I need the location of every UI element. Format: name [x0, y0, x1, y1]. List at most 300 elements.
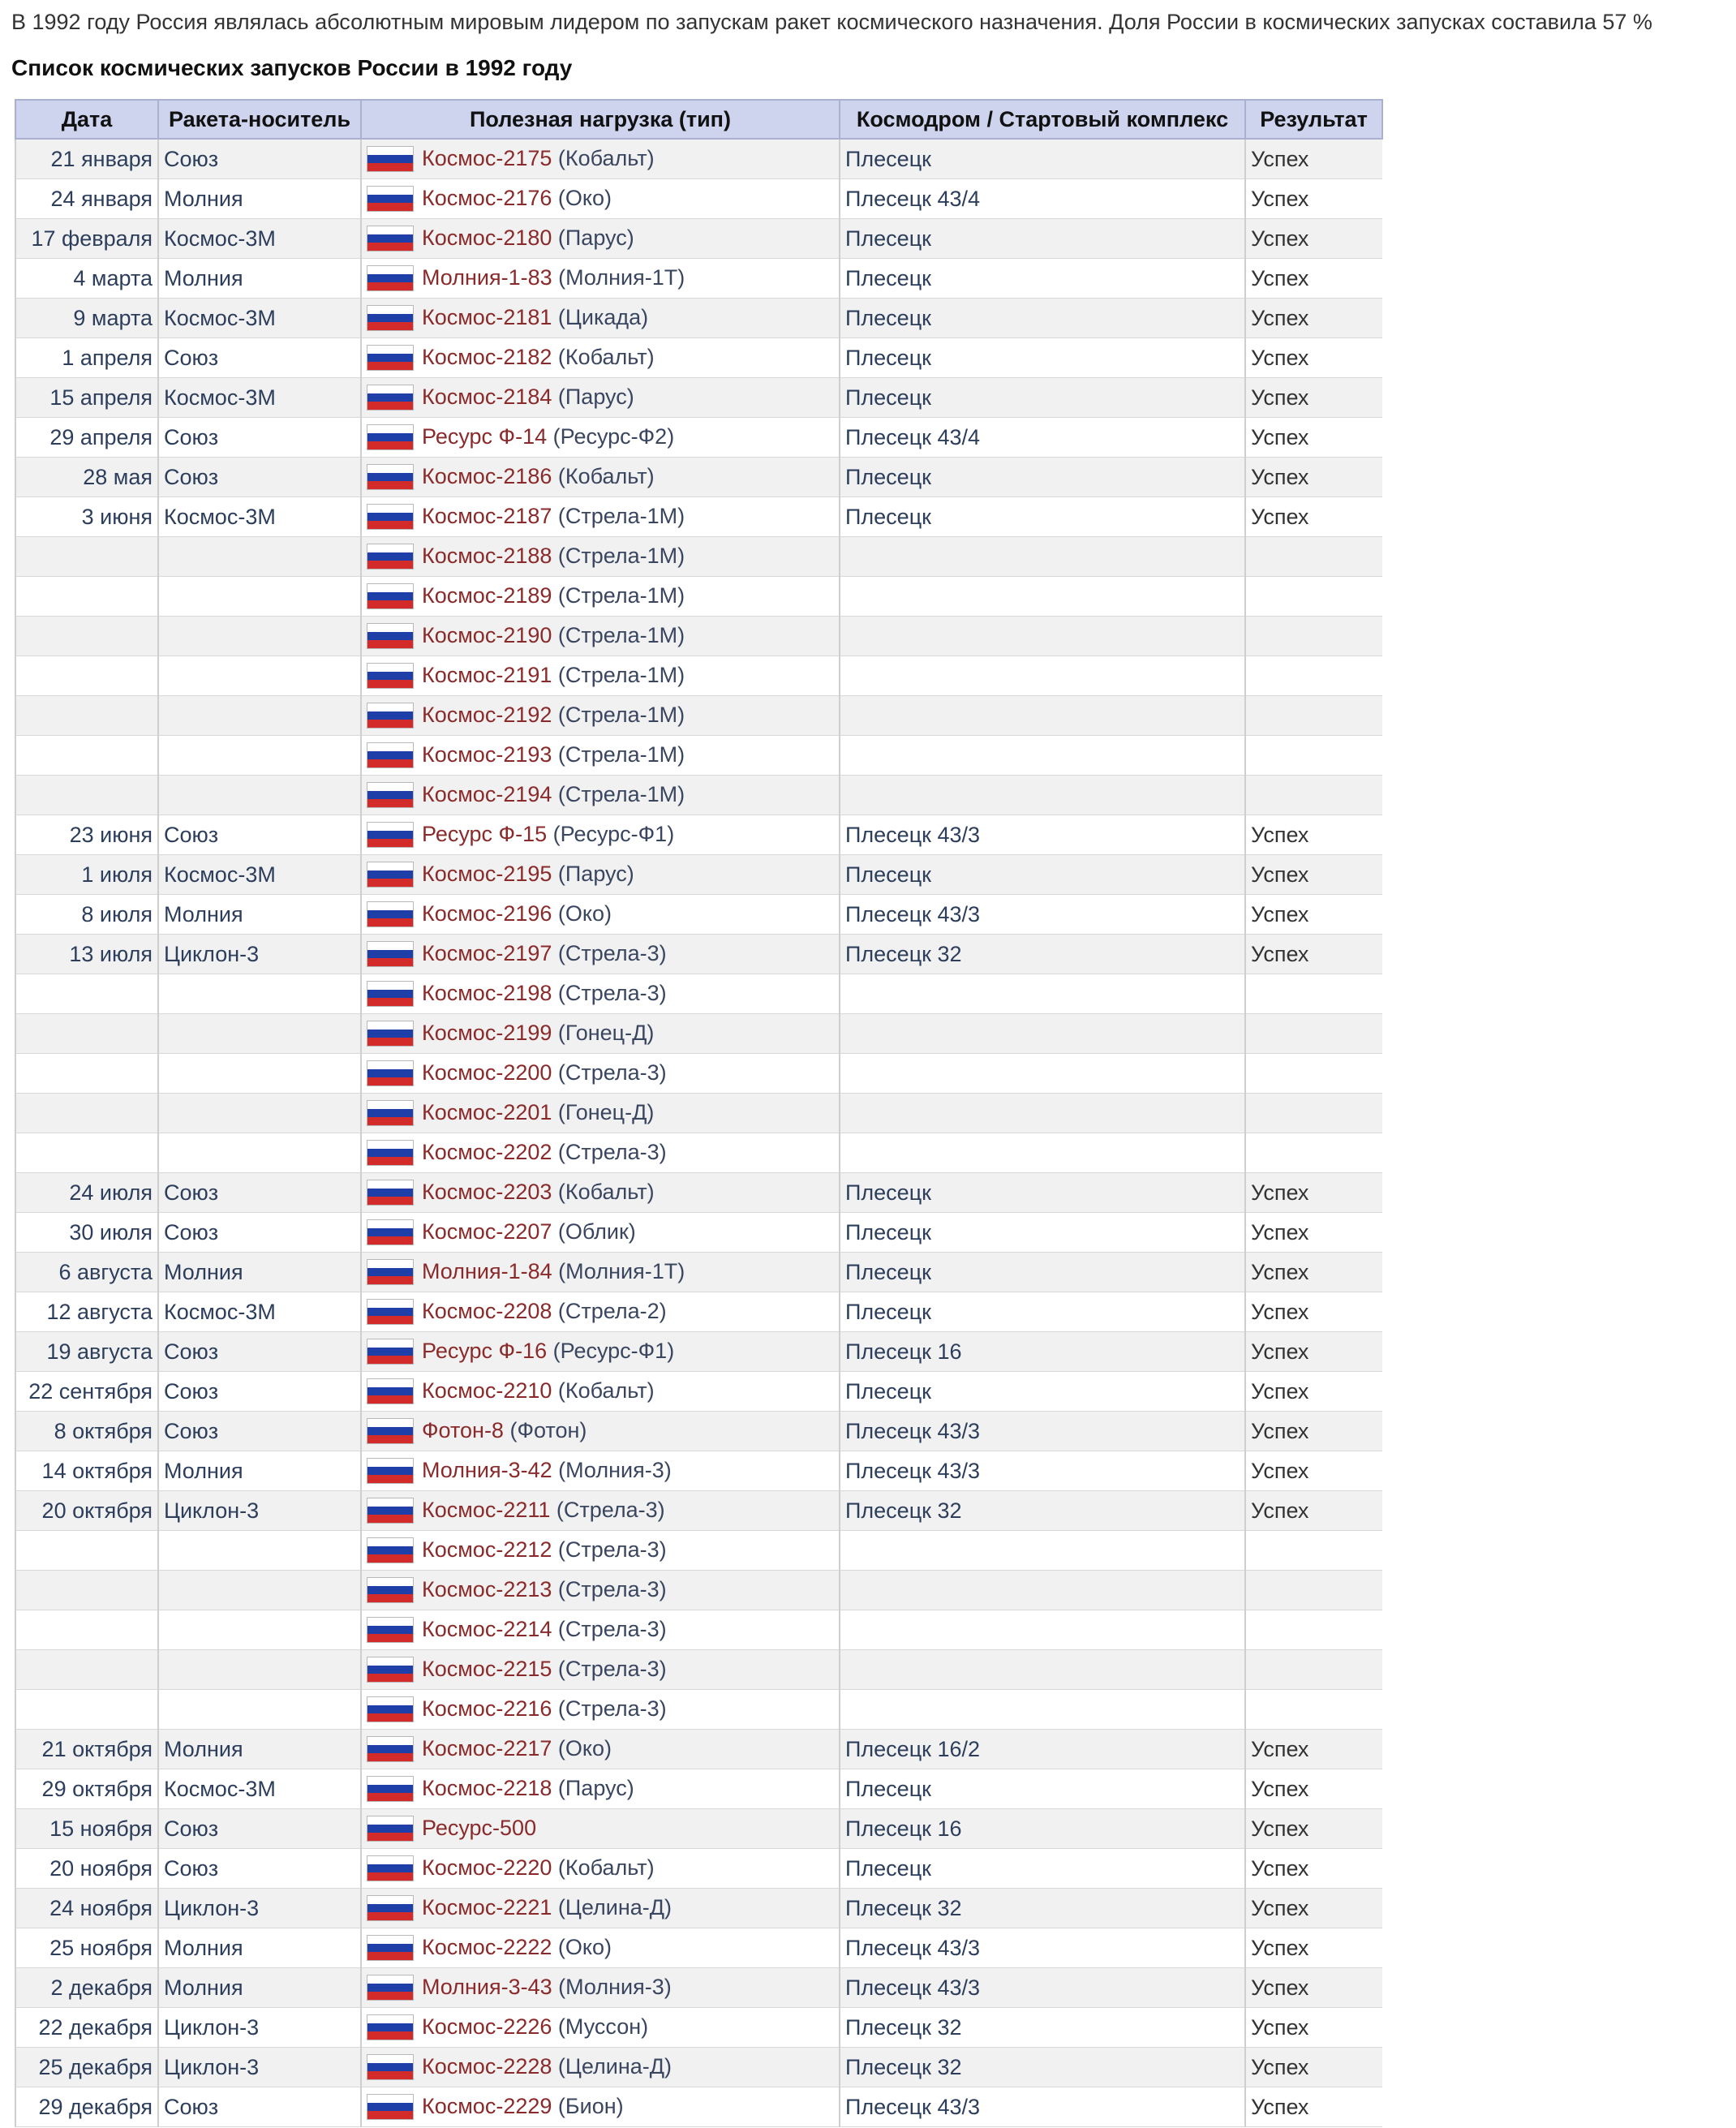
- payload-type-link[interactable]: (Молния-1Т): [558, 264, 685, 290]
- rocket-link[interactable]: [158, 1531, 361, 1571]
- launch-site-link[interactable]: [840, 736, 1245, 776]
- launch-site-link[interactable]: Плесецк 43/4: [840, 179, 1245, 219]
- rocket-link[interactable]: [158, 1610, 361, 1650]
- table-row: [15, 418, 1382, 458]
- payload-type-link[interactable]: (Парус): [557, 225, 634, 250]
- rocket-link[interactable]: Союз: [158, 1213, 361, 1253]
- payload-cell: [361, 935, 840, 974]
- russia-flag-icon: [367, 464, 414, 490]
- launch-site-link[interactable]: Плесецк: [840, 1372, 1245, 1412]
- launch-site-link[interactable]: [840, 1571, 1245, 1610]
- payload-link[interactable]: Космос-2221: [422, 1894, 552, 1919]
- rocket-link[interactable]: Молния: [158, 179, 361, 219]
- date-cell: [15, 1133, 158, 1173]
- payload-link[interactable]: Космос-2201: [422, 1099, 552, 1124]
- date-cell: 14 октября: [15, 1451, 158, 1491]
- payload-link[interactable]: Молния-1-84: [422, 1258, 552, 1283]
- launch-site-link[interactable]: [840, 537, 1245, 577]
- payload-link[interactable]: Космос-2214: [422, 1616, 552, 1641]
- payload-link[interactable]: Космос-2222: [422, 1934, 552, 1959]
- date-cell: [15, 1690, 158, 1730]
- launch-site-link[interactable]: Плесецк 16: [840, 1332, 1245, 1372]
- payload-link[interactable]: Космос-2207: [422, 1219, 552, 1244]
- rocket-link[interactable]: [158, 696, 361, 736]
- launch-site-link[interactable]: [840, 1690, 1245, 1730]
- russia-flag-icon: [367, 186, 414, 212]
- result-cell: Успех: [1245, 1292, 1382, 1332]
- russia-flag-icon: [367, 305, 414, 331]
- payload-cell: [361, 1253, 840, 1292]
- payload-type-link[interactable]: (Око): [557, 901, 612, 926]
- table-row: [15, 1928, 1382, 1968]
- payload-cell: [361, 656, 840, 696]
- date-cell: [15, 1571, 158, 1610]
- russia-flag-icon: [367, 1180, 414, 1206]
- payload-link[interactable]: Молния-1-83: [422, 264, 552, 290]
- payload-link[interactable]: Космос-2191: [422, 662, 552, 687]
- column-header-result[interactable]: Результат: [1245, 100, 1382, 139]
- rocket-link[interactable]: [158, 577, 361, 617]
- column-header-payload[interactable]: Полезная нагрузка (тип): [361, 100, 840, 139]
- russia-flag-icon: [367, 742, 414, 768]
- payload-link[interactable]: Космос-2217: [422, 1735, 552, 1760]
- payload-type-link[interactable]: (Гонец-Д): [557, 1020, 655, 1045]
- payload-type-link[interactable]: (Молния-3): [558, 1974, 672, 1999]
- date-cell: [15, 974, 158, 1014]
- payload-cell: [361, 1571, 840, 1610]
- payload-link[interactable]: Космос-2216: [422, 1696, 552, 1721]
- payload-type-link[interactable]: (Стрела-1М): [557, 702, 685, 727]
- table-row: [15, 974, 1382, 1014]
- launch-site-link[interactable]: Плесецк 32: [840, 1491, 1245, 1531]
- payload-link[interactable]: Молния-3-42: [422, 1457, 552, 1482]
- launch-site-link[interactable]: Плесецк: [840, 259, 1245, 299]
- payload-type-link[interactable]: (Стрела-1М): [557, 583, 685, 608]
- launch-site-link[interactable]: [840, 1650, 1245, 1690]
- date-cell: 17 февраля: [15, 219, 158, 259]
- rocket-link[interactable]: [158, 537, 361, 577]
- payload-link[interactable]: Космос-2195: [422, 861, 552, 886]
- launch-site-link[interactable]: Плесецк 43/3: [840, 1968, 1245, 2008]
- result-cell: [1245, 1531, 1382, 1571]
- launch-site-link[interactable]: Плесецк 43/3: [840, 895, 1245, 935]
- launch-site-link[interactable]: Плесецк 16: [840, 1809, 1245, 1849]
- table-row: [15, 1531, 1382, 1571]
- table-row: [15, 1292, 1382, 1332]
- launch-site-link[interactable]: Плесецк 32: [840, 935, 1245, 974]
- rocket-link[interactable]: [158, 656, 361, 696]
- table-row: [15, 577, 1382, 617]
- rocket-link[interactable]: Циклон-3: [158, 2008, 361, 2048]
- payload-type-link[interactable]: (Целина-Д): [557, 2053, 672, 2079]
- rocket-link[interactable]: Союз: [158, 1849, 361, 1889]
- payload-link[interactable]: Космос-2182: [422, 344, 552, 369]
- payload-cell: [361, 179, 840, 219]
- russia-flag-icon: [367, 504, 414, 530]
- payload-type-link[interactable]: (Бион): [557, 2093, 624, 2118]
- payload-type-link[interactable]: (Ресурс-Ф1): [552, 821, 675, 846]
- date-cell: 2 декабря: [15, 1968, 158, 2008]
- date-cell: 15 апреля: [15, 378, 158, 418]
- payload-cell: [361, 1849, 840, 1889]
- launch-table: [15, 99, 1383, 2127]
- payload-cell: [361, 219, 840, 259]
- column-header-date[interactable]: Дата: [15, 100, 158, 139]
- russia-flag-icon: [367, 1617, 414, 1643]
- rocket-link[interactable]: Космос-3М: [158, 1769, 361, 1809]
- date-cell: 25 ноября: [15, 1928, 158, 1968]
- launch-site-link[interactable]: [840, 1054, 1245, 1094]
- payload-link[interactable]: Космос-2176: [422, 185, 552, 210]
- payload-type-link[interactable]: (Око): [557, 1934, 612, 1959]
- launch-site-link[interactable]: [840, 974, 1245, 1014]
- russia-flag-icon: [367, 1339, 414, 1365]
- launch-site-link[interactable]: Плесецк: [840, 1849, 1245, 1889]
- launch-site-link[interactable]: Плесецк 43/3: [840, 2087, 1245, 2127]
- payload-link[interactable]: Космос-2181: [422, 304, 552, 329]
- rocket-link[interactable]: [158, 1571, 361, 1610]
- payload-type-link[interactable]: (Стрела-1М): [557, 742, 685, 767]
- launch-site-link[interactable]: Плесецк 43/4: [840, 418, 1245, 458]
- payload-link[interactable]: Космос-2175: [422, 145, 552, 170]
- payload-type-link[interactable]: (Стрела-3): [557, 1616, 667, 1641]
- rocket-link[interactable]: [158, 776, 361, 815]
- launch-site-link[interactable]: Плесецк: [840, 1213, 1245, 1253]
- payload-type-link[interactable]: (Стрела-3): [557, 1656, 667, 1681]
- result-cell: Успех: [1245, 179, 1382, 219]
- result-cell: Успех: [1245, 418, 1382, 458]
- payload-link[interactable]: Космос-2200: [422, 1060, 552, 1085]
- result-cell: [1245, 1094, 1382, 1133]
- result-cell: Успех: [1245, 1809, 1382, 1849]
- launch-site-link[interactable]: Плесецк 32: [840, 2008, 1245, 2048]
- date-cell: 28 мая: [15, 458, 158, 497]
- result-cell: Успех: [1245, 1769, 1382, 1809]
- russia-flag-icon: [367, 1418, 414, 1444]
- rocket-link[interactable]: Союз: [158, 338, 361, 378]
- launch-site-link[interactable]: Плесецк 16/2: [840, 1730, 1245, 1769]
- payload-link[interactable]: Космос-2192: [422, 702, 552, 727]
- table-row: [15, 179, 1382, 219]
- rocket-link[interactable]: Союз: [158, 1173, 361, 1213]
- payload-type-link[interactable]: (Парус): [557, 861, 634, 886]
- rocket-link[interactable]: Циклон-3: [158, 2048, 361, 2087]
- payload-link[interactable]: Космос-2180: [422, 225, 552, 250]
- rocket-link[interactable]: [158, 1054, 361, 1094]
- table-row: [15, 617, 1382, 656]
- payload-type-link[interactable]: (Муссон): [557, 2014, 649, 2039]
- payload-type-link[interactable]: (Стрела-3): [556, 1497, 665, 1522]
- date-cell: 22 сентября: [15, 1372, 158, 1412]
- table-row: [15, 1372, 1382, 1412]
- payload-cell: [361, 1094, 840, 1133]
- payload-link[interactable]: Космос-2226: [422, 2014, 552, 2039]
- payload-link[interactable]: Фотон-8: [422, 1417, 504, 1442]
- russia-flag-icon: [367, 1060, 414, 1086]
- result-cell: Успех: [1245, 259, 1382, 299]
- rocket-link[interactable]: [158, 1094, 361, 1133]
- payload-type-link[interactable]: (Стрела-1М): [557, 543, 685, 568]
- payload-link[interactable]: Космос-2186: [422, 463, 552, 488]
- payload-type-link[interactable]: (Око): [557, 1735, 612, 1760]
- table-row: [15, 1173, 1382, 1213]
- launch-site-link[interactable]: Плесецк: [840, 1769, 1245, 1809]
- payload-cell: [361, 895, 840, 935]
- payload-link[interactable]: Космос-2210: [422, 1378, 552, 1403]
- date-cell: [15, 696, 158, 736]
- payload-type-link[interactable]: (Парус): [557, 1775, 634, 1800]
- date-cell: 22 декабря: [15, 2008, 158, 2048]
- russia-flag-icon: [367, 1975, 414, 2001]
- table-row: [15, 1889, 1382, 1928]
- rocket-link[interactable]: Молния: [158, 1253, 361, 1292]
- payload-link[interactable]: Космос-2188: [422, 543, 552, 568]
- date-cell: [15, 776, 158, 815]
- payload-link[interactable]: Космос-2196: [422, 901, 552, 926]
- payload-link[interactable]: Космос-2197: [422, 940, 552, 965]
- result-cell: Успех: [1245, 2087, 1382, 2127]
- payload-type-link[interactable]: (Око): [557, 185, 612, 210]
- payload-cell: [361, 1412, 840, 1451]
- result-cell: Успех: [1245, 1849, 1382, 1889]
- payload-type-link[interactable]: (Кобальт): [557, 463, 655, 488]
- rocket-link[interactable]: Космос-3М: [158, 219, 361, 259]
- russia-flag-icon: [367, 345, 414, 371]
- launch-site-link[interactable]: Плесецк: [840, 338, 1245, 378]
- payload-cell: [361, 1690, 840, 1730]
- rocket-link[interactable]: Союз: [158, 418, 361, 458]
- payload-cell: [361, 1769, 840, 1809]
- date-cell: 23 июня: [15, 815, 158, 855]
- rocket-link[interactable]: [158, 974, 361, 1014]
- payload-cell: [361, 855, 840, 895]
- payload-link[interactable]: Космос-2218: [422, 1775, 552, 1800]
- payload-link[interactable]: Космос-2187: [422, 503, 552, 528]
- rocket-link[interactable]: Космос-3М: [158, 299, 361, 338]
- result-cell: Успех: [1245, 895, 1382, 935]
- payload-type-link[interactable]: (Фотон): [509, 1417, 587, 1442]
- rocket-link[interactable]: Молния: [158, 1968, 361, 2008]
- payload-link[interactable]: Ресурс Ф-16: [422, 1338, 548, 1363]
- payload-type-link[interactable]: (Стрела-3): [557, 1060, 667, 1085]
- result-cell: Успех: [1245, 139, 1382, 179]
- column-header-launch-site[interactable]: Космодром / Стартовый комплекс: [840, 100, 1245, 139]
- result-cell: Успех: [1245, 855, 1382, 895]
- payload-link[interactable]: Космос-2193: [422, 742, 552, 767]
- rocket-link[interactable]: [158, 1690, 361, 1730]
- result-cell: Успех: [1245, 1491, 1382, 1531]
- rocket-link[interactable]: Молния: [158, 895, 361, 935]
- rocket-link[interactable]: Союз: [158, 1332, 361, 1372]
- rocket-link[interactable]: Союз: [158, 1372, 361, 1412]
- column-header-rocket[interactable]: Ракета-носитель: [158, 100, 361, 139]
- payload-type-link[interactable]: (Гонец-Д): [557, 1099, 655, 1124]
- payload-link[interactable]: Космос-2213: [422, 1576, 552, 1601]
- rocket-link[interactable]: Союз: [158, 139, 361, 179]
- launch-site-link[interactable]: [840, 1610, 1245, 1650]
- payload-type-link[interactable]: (Молния-1Т): [558, 1258, 685, 1283]
- payload-cell: [361, 537, 840, 577]
- payload-link[interactable]: Космос-2208: [422, 1298, 552, 1323]
- payload-type-link[interactable]: (Стрела-1М): [557, 503, 685, 528]
- date-cell: 12 августа: [15, 1292, 158, 1332]
- payload-link[interactable]: Космос-2194: [422, 781, 552, 806]
- payload-link[interactable]: Космос-2198: [422, 980, 552, 1005]
- launch-site-link[interactable]: Плесецк: [840, 299, 1245, 338]
- rocket-link[interactable]: [158, 1014, 361, 1054]
- table-row: [15, 458, 1382, 497]
- rocket-link[interactable]: Циклон-3: [158, 1889, 361, 1928]
- date-cell: 21 января: [15, 139, 158, 179]
- payload-type-link[interactable]: (Стрела-1М): [557, 781, 685, 806]
- result-cell: Успех: [1245, 1173, 1382, 1213]
- launch-site-link[interactable]: Плесецк 43/3: [840, 1928, 1245, 1968]
- payload-link[interactable]: Космос-2199: [422, 1020, 552, 1045]
- rocket-link[interactable]: Космос-3М: [158, 1292, 361, 1332]
- russia-flag-icon: [367, 1537, 414, 1563]
- rocket-link[interactable]: Космос-3М: [158, 855, 361, 895]
- launch-site-link[interactable]: Плесецк: [840, 1173, 1245, 1213]
- date-cell: 8 июля: [15, 895, 158, 935]
- launch-site-link[interactable]: Плесецк: [840, 497, 1245, 537]
- launch-site-link[interactable]: Плесецк: [840, 855, 1245, 895]
- rocket-link[interactable]: Молния: [158, 1730, 361, 1769]
- payload-cell: [361, 1650, 840, 1690]
- launch-site-link[interactable]: [840, 696, 1245, 736]
- table-row: [15, 537, 1382, 577]
- table-row: [15, 1253, 1382, 1292]
- payload-link[interactable]: Ресурс-500: [422, 1815, 537, 1840]
- launch-site-link[interactable]: Плесецк 32: [840, 1889, 1245, 1928]
- payload-link[interactable]: Космос-2220: [422, 1855, 552, 1880]
- russia-flag-icon: [367, 1895, 414, 1921]
- launch-site-link[interactable]: [840, 577, 1245, 617]
- payload-link[interactable]: Космос-2190: [422, 622, 552, 647]
- payload-type-link[interactable]: (Стрела-3): [557, 1139, 667, 1164]
- launch-site-link[interactable]: [840, 776, 1245, 815]
- launch-site-link[interactable]: [840, 1094, 1245, 1133]
- rocket-link[interactable]: Космос-3М: [158, 497, 361, 537]
- rocket-link[interactable]: Циклон-3: [158, 1491, 361, 1531]
- rocket-link[interactable]: [158, 617, 361, 656]
- rocket-link[interactable]: Союз: [158, 815, 361, 855]
- payload-type-link[interactable]: (Стрела-3): [557, 940, 667, 965]
- rocket-link[interactable]: [158, 736, 361, 776]
- launch-site-link[interactable]: Плесецк: [840, 219, 1245, 259]
- rocket-link[interactable]: Молния: [158, 1928, 361, 1968]
- result-cell: Успех: [1245, 1253, 1382, 1292]
- date-cell: [15, 1610, 158, 1650]
- russia-flag-icon: [367, 1299, 414, 1325]
- launch-site-link[interactable]: [840, 1014, 1245, 1054]
- rocket-link[interactable]: Союз: [158, 458, 361, 497]
- payload-link[interactable]: Ресурс Ф-14: [422, 423, 548, 449]
- payload-link[interactable]: Космос-2189: [422, 583, 552, 608]
- date-cell: [15, 577, 158, 617]
- payload-type-link[interactable]: (Стрела-1М): [557, 662, 685, 687]
- result-cell: Успех: [1245, 497, 1382, 537]
- payload-cell: [361, 736, 840, 776]
- rocket-link[interactable]: Молния: [158, 259, 361, 299]
- payload-type-link[interactable]: (Ресурс-Ф1): [552, 1338, 675, 1363]
- date-cell: 6 августа: [15, 1253, 158, 1292]
- table-row: [15, 2048, 1382, 2087]
- launch-site-link[interactable]: Плесецк 43/3: [840, 815, 1245, 855]
- payload-type-link[interactable]: (Облик): [557, 1219, 636, 1244]
- payload-link[interactable]: Космос-2211: [422, 1497, 551, 1522]
- result-cell: [1245, 1690, 1382, 1730]
- launch-site-link[interactable]: Плесецк 43/3: [840, 1451, 1245, 1491]
- payload-link[interactable]: Космос-2229: [422, 2093, 552, 2118]
- launch-site-link[interactable]: Плесецк: [840, 1253, 1245, 1292]
- russia-flag-icon: [367, 385, 414, 411]
- payload-type-link[interactable]: (Кобальт): [557, 1378, 655, 1403]
- payload-type-link[interactable]: (Кобальт): [557, 1179, 655, 1204]
- rocket-link[interactable]: Союз: [158, 1809, 361, 1849]
- payload-link[interactable]: Космос-2203: [422, 1179, 552, 1204]
- launch-site-link[interactable]: [840, 617, 1245, 656]
- payload-link[interactable]: Космос-2184: [422, 384, 552, 409]
- payload-link[interactable]: Космос-2202: [422, 1139, 552, 1164]
- table-row: [15, 2008, 1382, 2048]
- launch-site-link[interactable]: Плесецк: [840, 458, 1245, 497]
- payload-link[interactable]: Космос-2228: [422, 2053, 552, 2079]
- launch-site-link[interactable]: [840, 1531, 1245, 1571]
- payload-link[interactable]: Космос-2212: [422, 1537, 552, 1562]
- payload-link[interactable]: Ресурс Ф-15: [422, 821, 548, 846]
- date-cell: [15, 1531, 158, 1571]
- russia-flag-icon: [367, 424, 414, 450]
- payload-type-link[interactable]: (Молния-3): [558, 1457, 672, 1482]
- rocket-link[interactable]: [158, 1133, 361, 1173]
- payload-type-link[interactable]: (Стрела-3): [557, 1537, 667, 1562]
- rocket-link[interactable]: Циклон-3: [158, 935, 361, 974]
- payload-type-link[interactable]: (Стрела-1М): [557, 622, 685, 647]
- launch-site-link[interactable]: [840, 656, 1245, 696]
- payload-link[interactable]: Космос-2215: [422, 1656, 552, 1681]
- payload-cell: [361, 458, 840, 497]
- rocket-link[interactable]: Космос-3М: [158, 378, 361, 418]
- payload-type-link[interactable]: (Парус): [557, 384, 634, 409]
- payload-type-link[interactable]: (Целина-Д): [557, 1894, 672, 1919]
- rocket-link[interactable]: Союз: [158, 1412, 361, 1451]
- launch-site-link[interactable]: Плесецк 32: [840, 2048, 1245, 2087]
- table-row: [15, 1730, 1382, 1769]
- payload-type-link[interactable]: (Стрела-2): [557, 1298, 667, 1323]
- rocket-link[interactable]: Союз: [158, 2087, 361, 2127]
- payload-type-link[interactable]: (Стрела-3): [557, 980, 667, 1005]
- payload-type-link[interactable]: (Кобальт): [557, 145, 655, 170]
- launch-site-link[interactable]: Плесецк: [840, 378, 1245, 418]
- payload-type-link[interactable]: (Стрела-3): [557, 1696, 667, 1721]
- payload-type-link[interactable]: (Кобальт): [557, 1855, 655, 1880]
- rocket-link[interactable]: [158, 1650, 361, 1690]
- launch-site-link[interactable]: Плесецк: [840, 1292, 1245, 1332]
- payload-type-link[interactable]: (Ресурс-Ф2): [552, 423, 675, 449]
- rocket-link[interactable]: Молния: [158, 1451, 361, 1491]
- russia-flag-icon: [367, 544, 414, 570]
- launch-site-link[interactable]: Плесецк: [840, 139, 1245, 179]
- result-cell: Успех: [1245, 1889, 1382, 1928]
- payload-type-link[interactable]: (Стрела-3): [557, 1576, 667, 1601]
- date-cell: [15, 1014, 158, 1054]
- table-row: [15, 855, 1382, 895]
- launch-site-link[interactable]: Плесецк 43/3: [840, 1412, 1245, 1451]
- payload-link[interactable]: Молния-3-43: [422, 1974, 552, 1999]
- payload-type-link[interactable]: (Кобальт): [557, 344, 655, 369]
- payload-type-link[interactable]: (Цикада): [557, 304, 649, 329]
- launch-site-link[interactable]: [840, 1133, 1245, 1173]
